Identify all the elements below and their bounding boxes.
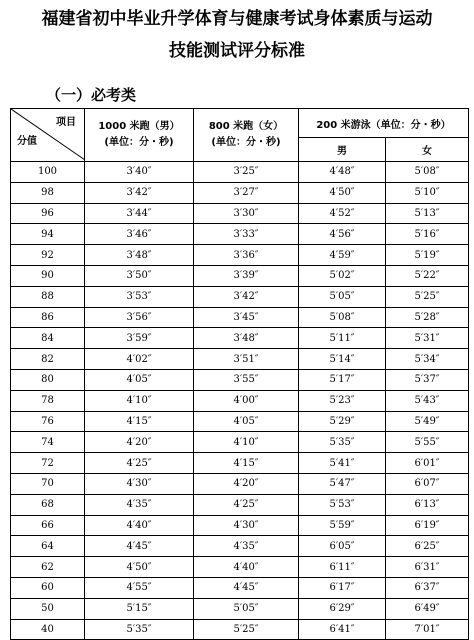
run-800m-cell: 3′33″ (194, 224, 299, 245)
score-cell: 70 (11, 473, 85, 494)
swim-female-cell: 5′19″ (386, 245, 469, 266)
run-800m-cell: 4′30″ (194, 515, 299, 536)
scoring-table (10, 108, 469, 640)
swim-male-cell: 4′48″ (299, 162, 386, 183)
run-800m-cell: 4′20″ (194, 473, 299, 494)
score-cell: 60 (11, 577, 85, 598)
swim-male-cell: 5′05″ (299, 286, 386, 307)
swim-female-cell: 5′10″ (386, 182, 469, 203)
table-row (11, 328, 469, 349)
table-row (11, 286, 469, 307)
table-row (11, 411, 469, 432)
run-1000m-cell: 4′02″ (85, 349, 194, 370)
run-1000m-cell: 4′50″ (85, 557, 194, 578)
run-1000m-cell: 3′56″ (85, 307, 194, 328)
table-row (11, 473, 469, 494)
run-1000m-cell: 3′46″ (85, 224, 194, 245)
table-row (11, 162, 469, 183)
run-800m-cell: 3′45″ (194, 307, 299, 328)
header-200m-swim: 200 米游泳（单位：分・秒） (299, 109, 469, 138)
score-cell: 78 (11, 390, 85, 411)
run-800m-cell: 3′42″ (194, 286, 299, 307)
swim-female-cell: 6′07″ (386, 473, 469, 494)
score-cell: 94 (11, 224, 85, 245)
run-800m-cell: 3′30″ (194, 203, 299, 224)
swim-male-cell: 5′14″ (299, 349, 386, 370)
run-800m-cell: 5′05″ (194, 598, 299, 619)
swim-male-cell: 6′17″ (299, 577, 386, 598)
score-cell: 82 (11, 349, 85, 370)
table-body (11, 162, 469, 640)
table-row (11, 390, 469, 411)
table-row (11, 432, 469, 453)
swim-male-cell: 5′17″ (299, 369, 386, 390)
swim-male-cell: 5′47″ (299, 473, 386, 494)
swim-male-cell: 4′59″ (299, 245, 386, 266)
table-row (11, 598, 469, 619)
run-800m-cell: 5′25″ (194, 619, 299, 640)
swim-female-cell: 5′43″ (386, 390, 469, 411)
run-800m-cell: 3′39″ (194, 265, 299, 286)
swim-male-cell: 5′53″ (299, 494, 386, 515)
score-cell: 98 (11, 182, 85, 203)
run-1000m-cell: 3′44″ (85, 203, 194, 224)
swim-male-cell: 5′41″ (299, 453, 386, 474)
run-800m-cell: 4′05″ (194, 411, 299, 432)
run-1000m-cell: 4′15″ (85, 411, 194, 432)
run-1000m-cell: 4′25″ (85, 453, 194, 474)
swim-male-cell: 5′11″ (299, 328, 386, 349)
swim-female-cell: 5′22″ (386, 265, 469, 286)
swim-female-cell: 6′31″ (386, 557, 469, 578)
swim-male-cell: 6′29″ (299, 598, 386, 619)
swim-female-cell: 6′13″ (386, 494, 469, 515)
corner-header-cell (11, 109, 85, 162)
run-1000m-cell: 5′15″ (85, 598, 194, 619)
header-1000m-title: 1000 米跑（男） (98, 121, 180, 132)
run-800m-cell: 3′48″ (194, 328, 299, 349)
run-800m-cell: 4′45″ (194, 577, 299, 598)
run-1000m-cell: 3′42″ (85, 182, 194, 203)
table-row (11, 494, 469, 515)
score-cell: 66 (11, 515, 85, 536)
score-cell: 96 (11, 203, 85, 224)
score-cell: 90 (11, 265, 85, 286)
run-1000m-cell: 4′45″ (85, 536, 194, 557)
swim-male-cell: 4′52″ (299, 203, 386, 224)
run-1000m-cell: 3′59″ (85, 328, 194, 349)
swim-female-cell: 6′37″ (386, 577, 469, 598)
score-cell: 50 (11, 598, 85, 619)
swim-male-cell: 5′29″ (299, 411, 386, 432)
swim-female-cell: 6′49″ (386, 598, 469, 619)
run-1000m-cell: 4′40″ (85, 515, 194, 536)
corner-label-score: 分值 (17, 136, 37, 147)
table-row (11, 245, 469, 266)
score-cell: 88 (11, 286, 85, 307)
header-swim-male: 男 (299, 138, 386, 162)
swim-male-cell: 6′05″ (299, 536, 386, 557)
run-1000m-cell: 4′35″ (85, 494, 194, 515)
run-800m-cell: 3′27″ (194, 182, 299, 203)
swim-female-cell: 5′49″ (386, 411, 469, 432)
score-cell: 92 (11, 245, 85, 266)
run-1000m-cell: 4′05″ (85, 369, 194, 390)
score-cell: 62 (11, 557, 85, 578)
swim-male-cell: 5′08″ (299, 307, 386, 328)
run-800m-cell: 4′10″ (194, 432, 299, 453)
swim-male-cell: 4′50″ (299, 182, 386, 203)
run-1000m-cell: 4′55″ (85, 577, 194, 598)
swim-male-cell: 5′02″ (299, 265, 386, 286)
table-row (11, 577, 469, 598)
swim-male-cell: 6′41″ (299, 619, 386, 640)
header-swim-female: 女 (386, 138, 469, 162)
table-row (11, 307, 469, 328)
header-1000m-run (85, 109, 194, 162)
score-cell: 74 (11, 432, 85, 453)
run-1000m-cell: 3′48″ (85, 245, 194, 266)
run-800m-cell: 3′51″ (194, 349, 299, 370)
run-800m-cell: 3′25″ (194, 162, 299, 183)
run-1000m-cell: 3′40″ (85, 162, 194, 183)
corner-label-item: 项目 (56, 117, 76, 128)
header-800m-run (194, 109, 299, 162)
swim-female-cell: 7′01″ (386, 619, 469, 640)
header-1000m-unit: (单位：分・秒) (104, 137, 174, 148)
run-1000m-cell: 3′50″ (85, 265, 194, 286)
run-1000m-cell: 4′30″ (85, 473, 194, 494)
run-800m-cell: 3′55″ (194, 369, 299, 390)
score-cell: 80 (11, 369, 85, 390)
run-1000m-cell: 5′35″ (85, 619, 194, 640)
swim-female-cell: 6′25″ (386, 536, 469, 557)
document-title-line-2: 技能测试评分标准 (169, 41, 305, 61)
swim-female-cell: 5′37″ (386, 369, 469, 390)
score-cell: 40 (11, 619, 85, 640)
swim-female-cell: 5′34″ (386, 349, 469, 370)
swim-female-cell: 5′28″ (386, 307, 469, 328)
table-row (11, 536, 469, 557)
run-1000m-cell: 3′53″ (85, 286, 194, 307)
run-800m-cell: 4′40″ (194, 557, 299, 578)
table-row (11, 203, 469, 224)
swim-female-cell: 5′16″ (386, 224, 469, 245)
table-row (11, 515, 469, 536)
score-cell: 76 (11, 411, 85, 432)
run-800m-cell: 3′36″ (194, 245, 299, 266)
run-800m-cell: 4′35″ (194, 536, 299, 557)
table-row (11, 453, 469, 474)
table-row (11, 224, 469, 245)
document-title-line-1: 福建省初中毕业升学体育与健康考试身体素质与运动 (41, 9, 433, 29)
score-cell: 100 (11, 162, 85, 183)
header-800m-unit: (单位：分・秒) (211, 137, 281, 148)
score-cell: 68 (11, 494, 85, 515)
score-cell: 64 (11, 536, 85, 557)
table-row (11, 182, 469, 203)
run-1000m-cell: 4′20″ (85, 432, 194, 453)
swim-female-cell: 5′08″ (386, 162, 469, 183)
swim-female-cell: 6′01″ (386, 453, 469, 474)
section-heading: （一）必考类 (46, 86, 137, 104)
swim-female-cell: 5′31″ (386, 328, 469, 349)
swim-female-cell: 6′19″ (386, 515, 469, 536)
table-row (11, 349, 469, 370)
table-row (11, 369, 469, 390)
swim-male-cell: 5′59″ (299, 515, 386, 536)
run-800m-cell: 4′25″ (194, 494, 299, 515)
swim-female-cell: 5′55″ (386, 432, 469, 453)
score-cell: 86 (11, 307, 85, 328)
run-800m-cell: 4′00″ (194, 390, 299, 411)
run-1000m-cell: 4′10″ (85, 390, 194, 411)
swim-male-cell: 6′11″ (299, 557, 386, 578)
swim-female-cell: 5′13″ (386, 203, 469, 224)
table-row (11, 265, 469, 286)
score-cell: 72 (11, 453, 85, 474)
run-800m-cell: 4′15″ (194, 453, 299, 474)
score-cell: 84 (11, 328, 85, 349)
swim-male-cell: 5′23″ (299, 390, 386, 411)
header-800m-title: 800 米跑（女） (208, 121, 284, 132)
swim-female-cell: 5′25″ (386, 286, 469, 307)
table-row (11, 557, 469, 578)
swim-male-cell: 4′56″ (299, 224, 386, 245)
swim-male-cell: 5′35″ (299, 432, 386, 453)
